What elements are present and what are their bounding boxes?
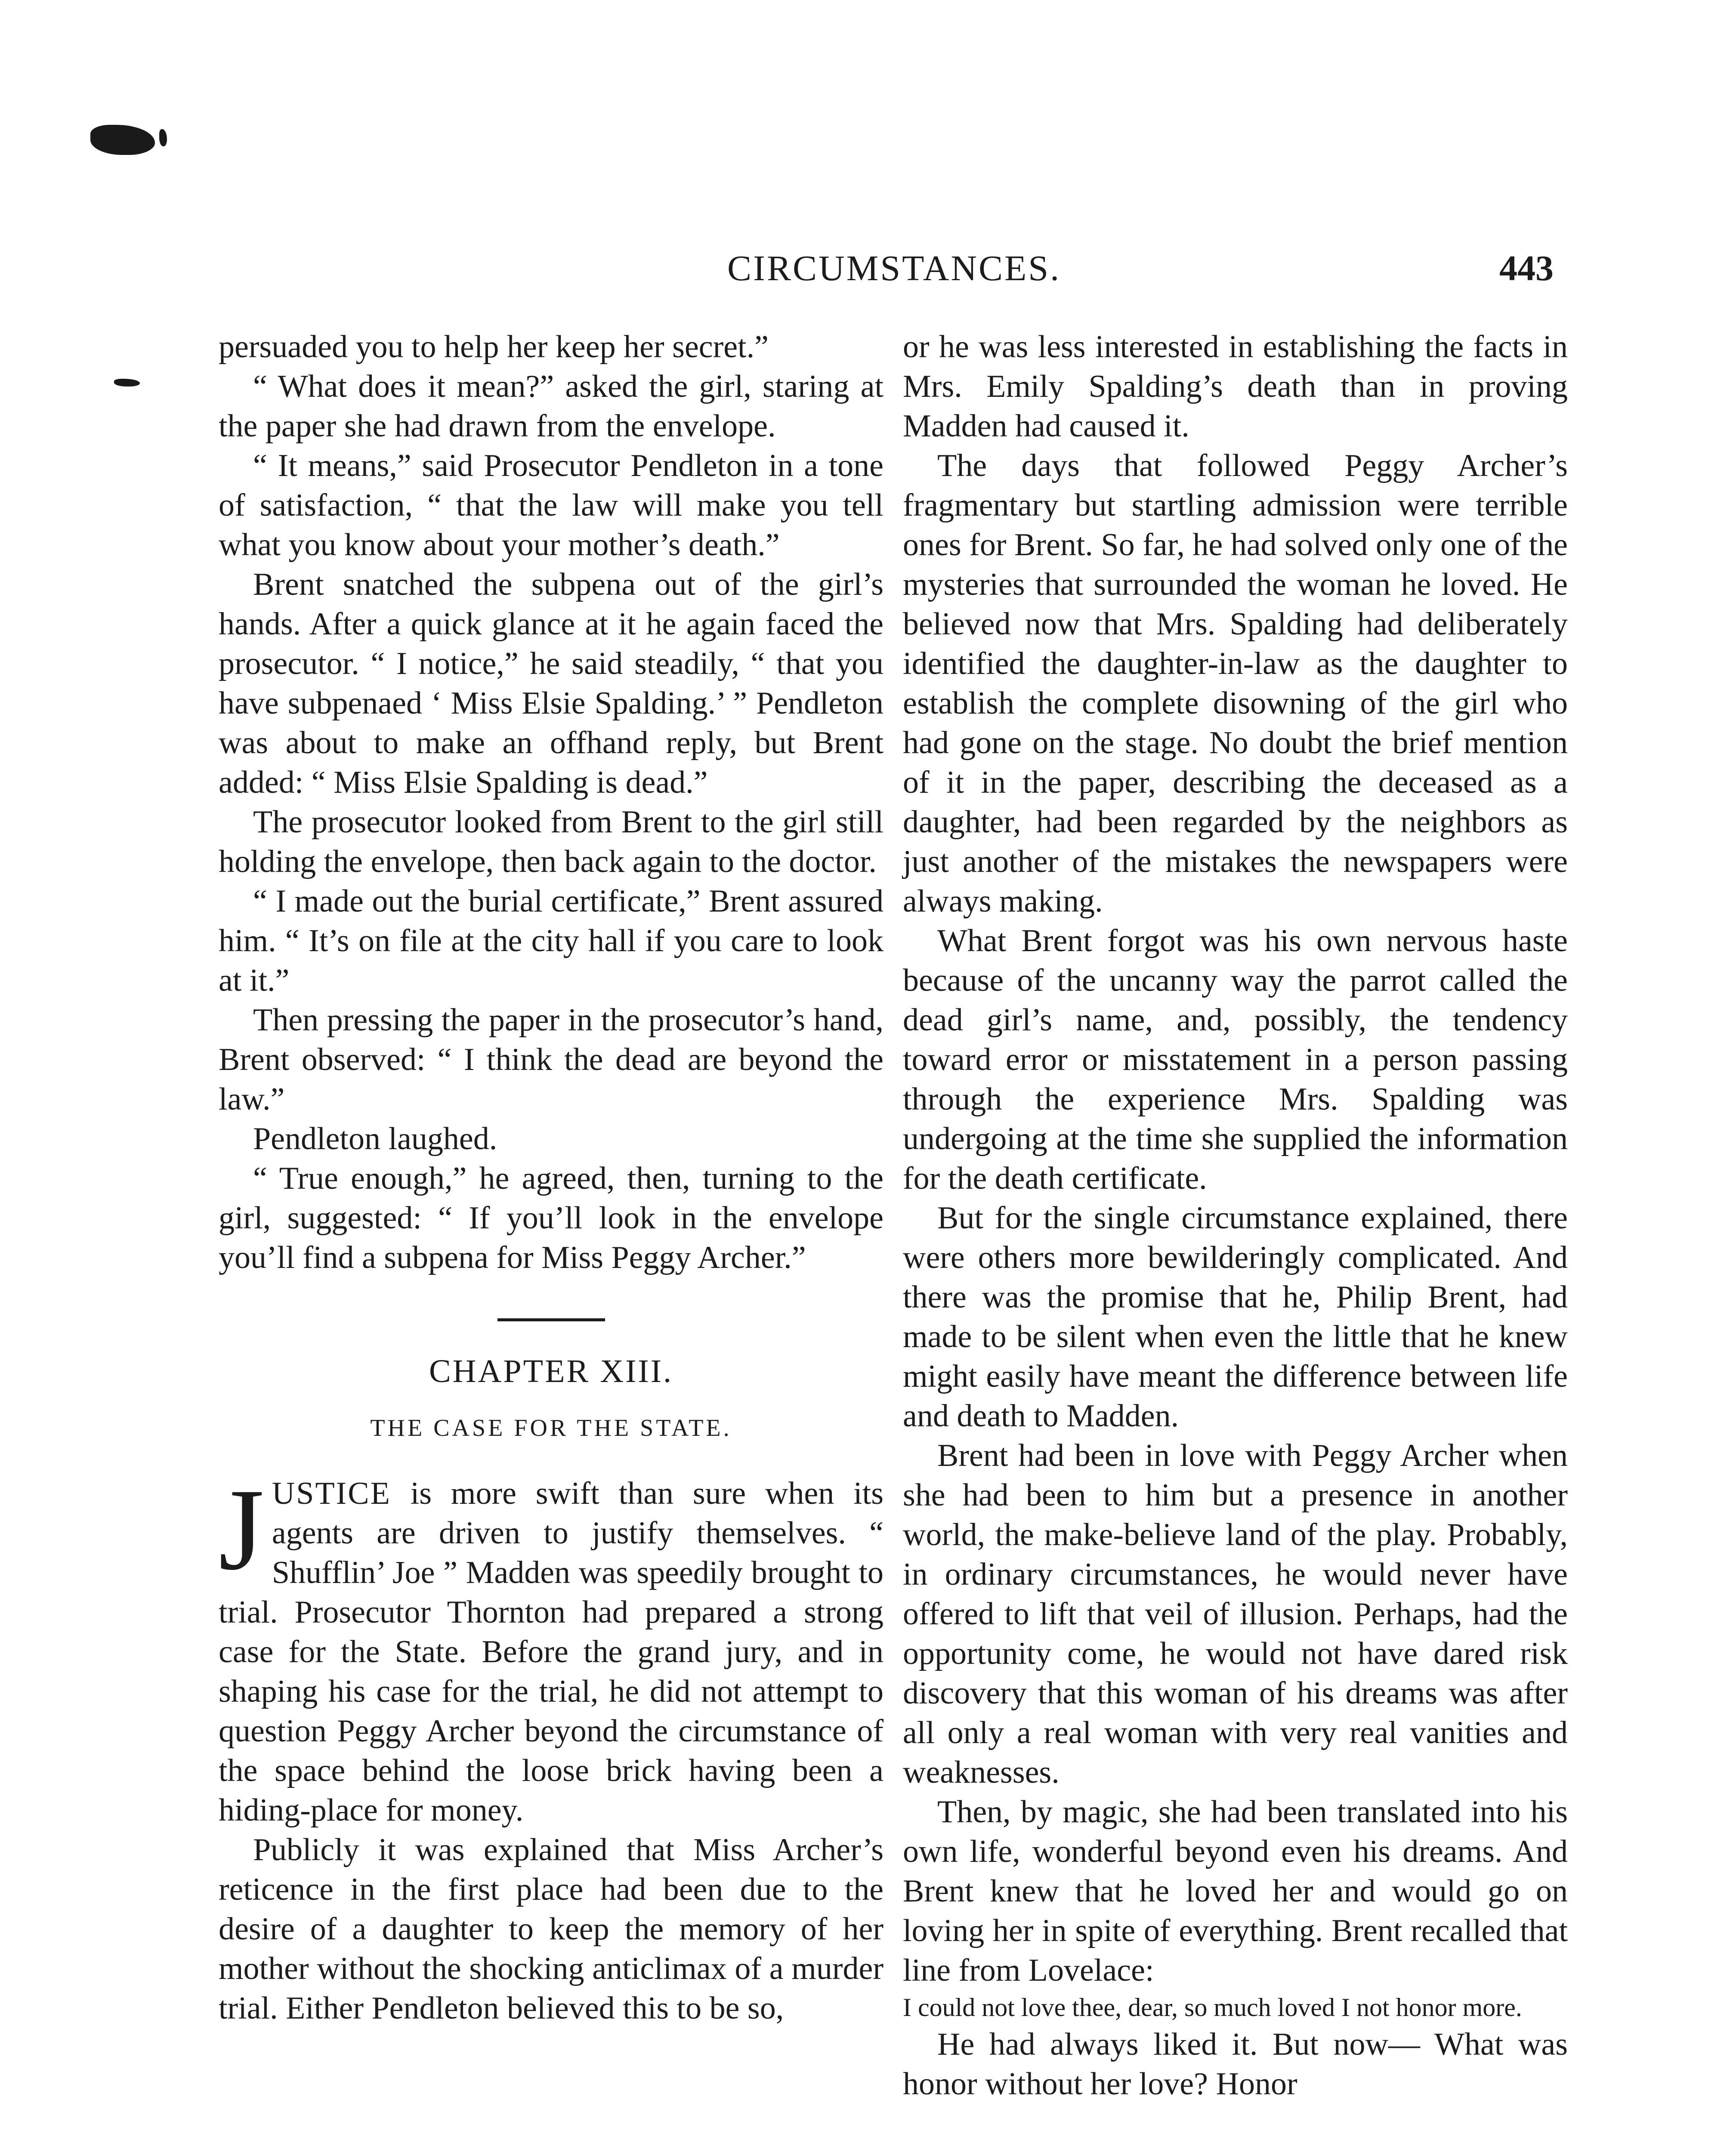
paragraph: “ I made out the burial certificate,” Brent assured him. “ It’s on file at the city hall if you care to look at it.” (219, 884, 883, 998)
page-number: 443 (1499, 248, 1554, 288)
verse-quote: I could not love thee, dear, so much loved I not honor more. (903, 1993, 1522, 2022)
running-title: CIRCUMSTANCES. (727, 248, 1061, 288)
paragraph: What Brent forgot was his own nervous haste because of the uncanny way the parrot called the dead girl’s name, and, possibly, the tendency toward error or misstatement in a person passing through the experience Mrs. Spalding was undergoing at the time she supplied the information for the death certificate. (903, 923, 1568, 1196)
scan-smudge-margin (114, 379, 140, 386)
paragraph: Then, by magic, she had been translated into his own life, wonderful beyond even his dreams. And Brent knew that he loved her and would go on loving her in spite of everything. Brent recalled that line from Lovelace: (903, 1794, 1568, 1988)
running-head (207, 247, 1554, 295)
paragraph: He had always liked it. But now— What was honor without her love? Honor (903, 2027, 1568, 2102)
chapter-subtitle: THE CASE FOR THE STATE. (370, 1415, 732, 1441)
chapter-opening-paragraph (219, 1465, 883, 1830)
scan-smudge-top-left-dots (159, 129, 167, 146)
chapter-opening-text: is more swift than sure when its agents are driven to justify themselves. “ Shufflin’ Joe ” Madden was speedily brought to trial. Prosecutor Thornton had prepared a strong case for the State. Before the grand jury, and in shaping his case for the trial, he did not attempt to question Peggy Archer beyond the circumstance of the space behind the loose brick having been a hiding-place for money. (219, 1476, 883, 1828)
paragraph: “ It means,” said Prosecutor Pendleton in a tone of satisfaction, “ that the law will make you tell what you know about your mother’s death.” (219, 448, 883, 563)
right-column (903, 327, 1568, 2104)
paragraph: Then pressing the paper in the prosecutor’s hand, Brent observed: “ I think the dead are beyond the law.” (219, 1002, 883, 1117)
paragraph: Brent had been in love with Peggy Archer when she had been to him but a presence in another world, the make-believe land of the play. Probably, in ordinary circumstances, he would never have offered to lift that veil of illusion. Perhaps, had the opportunity come, he would not have dared risk discovery that this woman of his dreams was after all only a real woman with very real vanities and weaknesses. (903, 1438, 1568, 1790)
paragraph: Brent snatched the subpena out of the girl’s hands. After a quick glance at it he again faced the prosecutor. “ I notice,” he said steadily, “ that you have subpenaed ‘ Miss Elsie Spalding.’ ” Pendleton was about to make an offhand reply, but Brent added: “ Miss Elsie Spalding is dead.” (219, 567, 883, 800)
drop-cap: J (219, 1465, 264, 1594)
scan-smudge-top-left (90, 125, 155, 155)
paragraph: The prosecutor looked from Brent to the girl still holding the envelope, then back again to the doctor. (219, 804, 883, 879)
paragraph: Publicly it was explained that Miss Archer’s reticence in the first place had been due to the desire of a daughter to keep the memory of her mother without the shocking anticlimax of a murder trial. Either Pendleton believed this to be so, (219, 1832, 883, 2026)
paragraph: The days that followed Peggy Archer’s fragmentary but startling admission were terrible ones for Brent. So far, he had solved only one of the mysteries that surrounded the woman he loved. He believed now that Mrs. Spalding had deliberately identified the daughter-in-law as the daughter to establish the complete disowning of the girl who had gone on the stage. No doubt the brief mention of it in the paper, describing the deceased as a daughter, had been regarded by the neighbors as just another of the mistakes the newspapers were always making. (903, 448, 1568, 919)
paragraph: persuaded you to help her keep her secret.” (219, 329, 769, 365)
paragraph: or he was less interested in establishing the facts in Mrs. Emily Spalding’s death than in proving Madden had caused it. (903, 329, 1568, 444)
chapter-title: CHAPTER XIII. (429, 1353, 673, 1389)
paragraph: But for the single circumstance explained, there were others more bewilderingly complicated. And there was the promise that he, Philip Brent, had made to be silent when even the little that he knew might easily have meant the difference between life and death to Madden. (903, 1200, 1568, 1434)
left-column (219, 327, 883, 2028)
paragraph: “ True enough,” he agreed, then, turning to the girl, suggested: “ If you’ll look in the envelope you’ll find a subpena for Miss Peggy Archer.” (219, 1161, 883, 1275)
paragraph: “ What does it mean?” asked the girl, staring at the paper she had drawn from the envelope. (219, 369, 883, 444)
section-divider (497, 1318, 605, 1321)
chapter-lead-word: USTICE (272, 1476, 391, 1511)
paragraph: Pendleton laughed. (253, 1121, 497, 1156)
